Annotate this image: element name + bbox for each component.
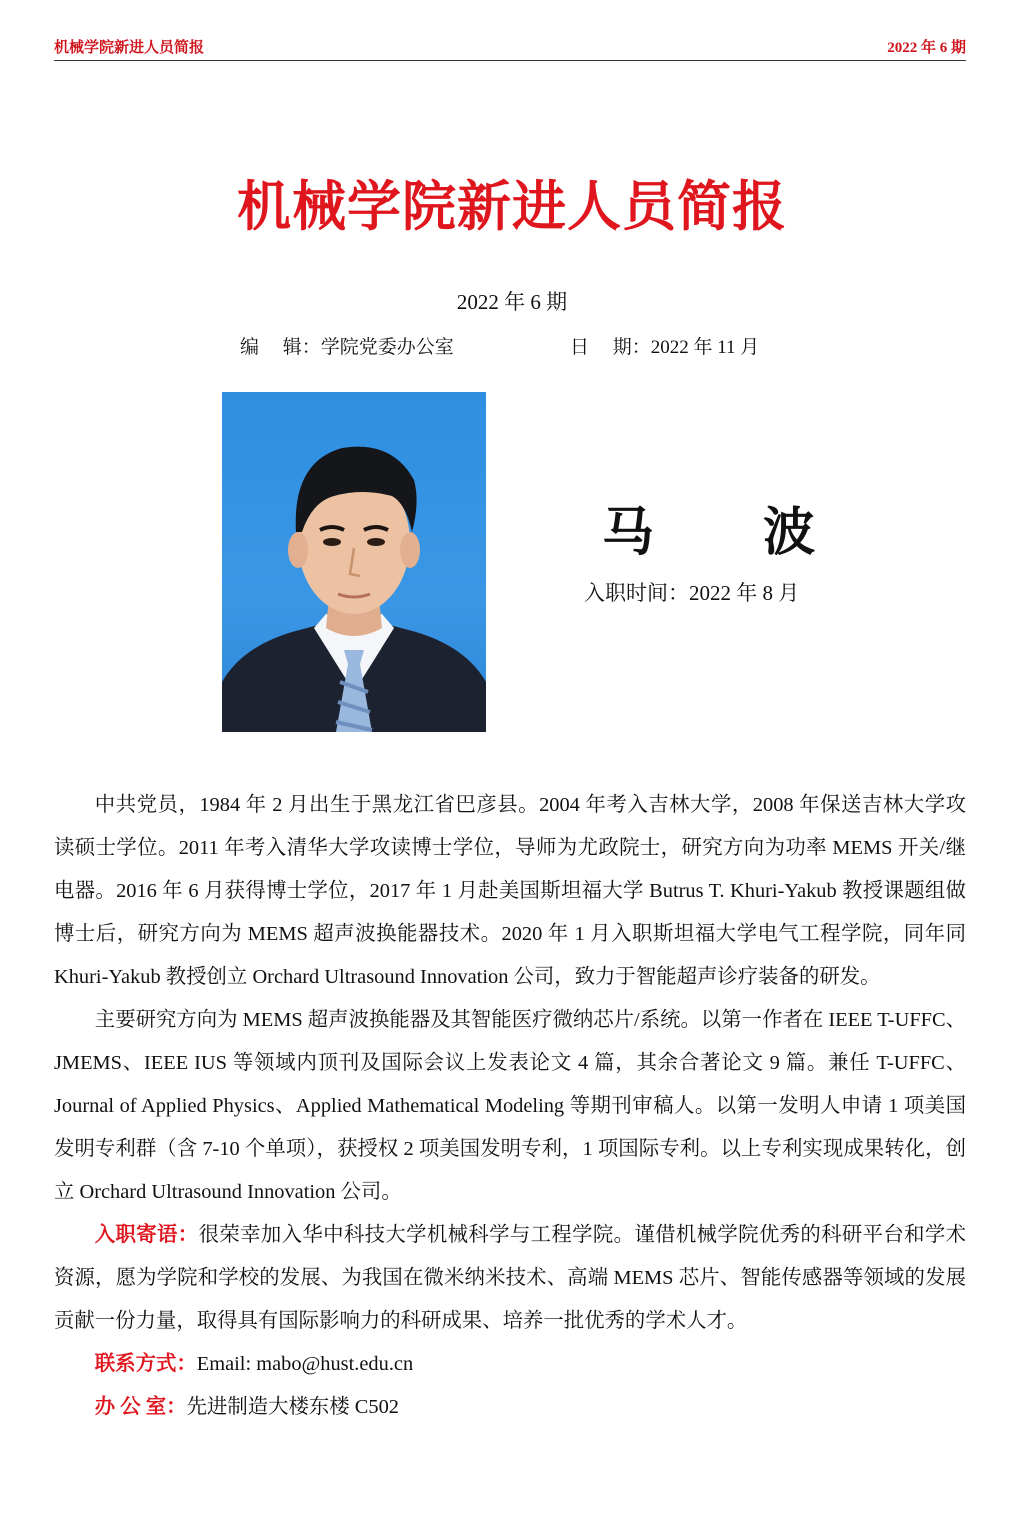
editor-info — [240, 332, 454, 359]
page-title: 机械学院新进人员简报 — [237, 177, 787, 237]
research-paragraph: 主要研究方向为 MEMS 超声波换能器及其智能医疗微纳芯片/系统。以第一作者在 IEEE T-UFFC、JMEMS、IEEE IUS 等领域内顶刊及国际会议上发表论文 4 篇，其余合著论文 9 篇。兼任 T-UFFC、Journal of Applied Physics、Applied Mathematical Modeling 等期刊审稿人。以第一发明人申请 1 项美国发明专利群（含 7-10 个单项），获授权 2 项美国发明专利，1 项国际专利。以上专利实现成果转化，创立 Orchard Ultrasound Innovation 公司。 — [54, 1009, 966, 1203]
message-text: 很荣幸加入华中科技大学机械科学与工程学院。谨借机械学院优秀的科研平台和学术资源，愿为学院和学校的发展、为我国在微米纳米技术、高端 MEMS 芯片、智能传感器等领域的发展贡献一份力量，取得具有国际影响力的科研成果、培养一批优秀的学术人才。 — [54, 1224, 967, 1332]
hire-date-label: 入职时间： — [584, 581, 689, 605]
office-label: 办 公 室： — [94, 1396, 187, 1418]
header-left-title: 机械学院新进人员简报 — [54, 40, 205, 56]
issue-number: 2022 年 6 期 — [456, 290, 568, 314]
office-value: 先进制造大楼东楼 C502 — [186, 1396, 399, 1418]
contact-line — [54, 1343, 966, 1386]
editor-value: 学院党委办公室 — [320, 337, 454, 358]
header-right-issue: 2022 年 6 期 — [887, 40, 966, 56]
editor-label: 编 辑： — [240, 337, 321, 358]
date-info — [570, 332, 759, 359]
bio-paragraph: 中共党员，1984 年 2 月出生于黑龙江省巴彦县。2004 年考入吉林大学，2008 年保送吉林大学攻读硕士学位。2011 年考入清华大学攻读博士学位，导师为尤政院士，研究方向为功率 MEMS 开关/继电器。2016 年 6 月获得博士学位，2017 年 1 月赴美国斯坦福大学 Butrus T. Khuri-Yakub 教授课题组做博士后，研究方向为 MEMS 超声波换能器技术。2020 年 1 月入职斯坦福大学电气工程学院，同年同 Khuri-Yakub 教授创立 Orchard Ultrasound Innovation 公司，致力于智能超声诊疗装备的研发。 — [54, 794, 966, 988]
hire-date — [584, 577, 799, 607]
profile-body — [54, 784, 966, 1429]
contact-label: 联系方式： — [94, 1353, 197, 1375]
portrait-photo — [222, 392, 486, 732]
contact-email: Email: mabo@hust.edu.cn — [196, 1353, 414, 1375]
header-divider — [54, 60, 966, 61]
message-paragraph — [54, 1214, 966, 1343]
message-label: 入职寄语： — [94, 1224, 199, 1246]
office-line — [54, 1386, 966, 1429]
portrait-illustration — [222, 392, 486, 732]
person-name: 马 波 — [602, 505, 864, 562]
date-label: 日 期： — [570, 337, 651, 358]
date-value: 2022 年 11 月 — [650, 337, 760, 358]
hire-date-value: 2022 年 8 月 — [689, 581, 800, 605]
